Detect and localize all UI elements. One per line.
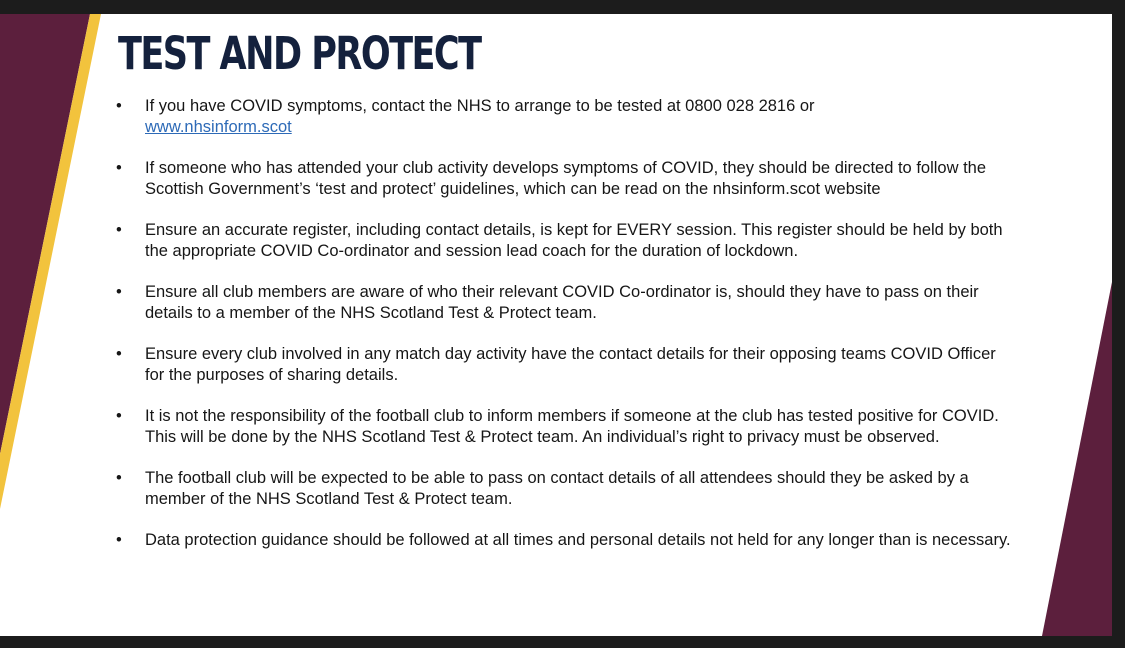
bullet-text: If someone who has attended your club activity develops symptoms of COVID, they should be directed to follow the Scottish Government’s ‘test and protect’ guidelines, which can be read on the nhsinform.scot website <box>145 159 987 198</box>
bullet-dot: • <box>116 221 122 239</box>
bullet-text: The football club will be expected to be able to pass on contact details of all attendees should they be asked by a member of the NHS Scotland Test & Protect team. <box>145 469 969 508</box>
bullet-text: Ensure every club involved in any match day activity have the contact details for their opposing teams COVID Officer for the purposes of sharing details. <box>145 345 996 384</box>
bullet-list <box>113 96 1018 571</box>
nhsinform-link[interactable]: www.nhsinform.scot <box>145 118 292 136</box>
bullet-dot: • <box>116 407 122 425</box>
bullet-dot: • <box>116 159 122 177</box>
bullet-item <box>113 406 1018 448</box>
bullet-item <box>113 96 1018 138</box>
bullet-dot: • <box>116 345 122 363</box>
right-maroon-stripe <box>1042 282 1112 636</box>
bullet-text: Ensure all club members are aware of who their relevant COVID Co-ordinator is, should they have to pass on their details to a member of the NHS Scotland Test & Protect team. <box>145 283 979 322</box>
bullet-item <box>113 344 1018 386</box>
bullet-dot: • <box>116 469 122 487</box>
bullet-item <box>113 530 1018 551</box>
bullet-item <box>113 468 1018 510</box>
bullet-text: If you have COVID symptoms, contact the NHS to arrange to be tested at 0800 028 2816 or <box>145 97 815 115</box>
bullet-item <box>113 220 1018 262</box>
bullet-item <box>113 282 1018 324</box>
bullet-text: It is not the responsibility of the football club to inform members if someone at the club has tested positive for COVID. This will be done by the NHS Scotland Test & Protect team. An individual’s right to privacy must be observed. <box>145 407 999 446</box>
bullet-item <box>113 158 1018 200</box>
bullet-dot: • <box>116 97 122 115</box>
bullet-text: Ensure an accurate register, including contact details, is kept for EVERY session. This register should be held by both the appropriate COVID Co-ordinator and session lead coach for the duration of lockdown. <box>145 221 1003 260</box>
slide-title: TEST AND PROTECT <box>118 27 481 80</box>
bullet-text: Data protection guidance should be followed at all times and personal details not held for any longer than is necessary. <box>145 531 1011 549</box>
bullet-dot: • <box>116 283 122 301</box>
slide <box>0 14 1112 636</box>
bullet-dot: • <box>116 531 122 549</box>
